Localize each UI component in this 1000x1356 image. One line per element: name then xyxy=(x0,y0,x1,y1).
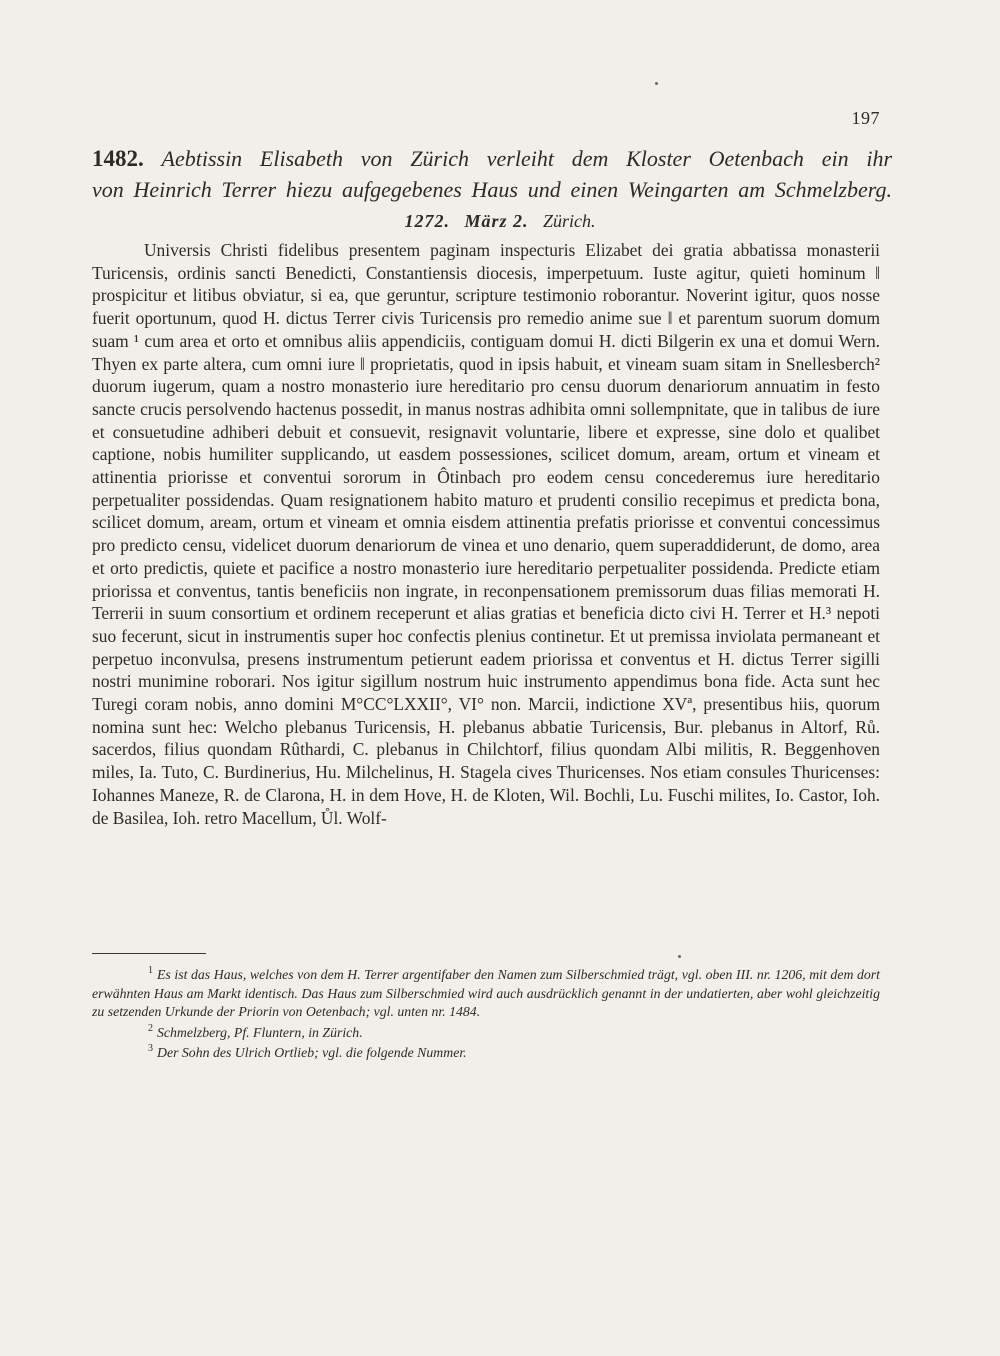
footnote-3 xyxy=(92,1044,880,1063)
charter-paragraph: Universis Christi fidelibus presentem paginam inspecturis Elizabet dei gratia abbatissa monasterii Turicensis, ordinis sancti Benedicti, Constantiensis diocesis, imperpetuum. Iuste agitur, quieti hominum ‖ prospicitur et litibus obviatur, si ea, que geruntur, scripture testimonio roborantur. Noverint igitur, quos nosse fuerit oportunum, quod H. dictus Terrer civis Turicensis pro remedio anime sue ‖ et parentum suorum domum suam ¹ cum area et orto et omnibus aliis appendiciis, contiguam domui H. dicti Bilgerin ex una et domui Wern. Thyen ex parte altera, cum omni iure ‖ proprietatis, quod in ipsis habuit, et vineam suam sitam in Snellesberch² duorum iugerum, quam a nostro monasterio iure hereditario pro censu duorum denariorum annuatim in festo sancte crucis persolvendo hactenus possedit, in manus nostras adhibita omni sollempnitate, que in talibus de iure et consuetudine adhiberi debuit et consuevit, resignavit voluntarie, libere et expresse, sine dolo et qualibet captione, nobis humiliter supplicando, ut easdem possessiones, scilicet domum, aream, ortum et vineam et attinentia priorisse et conventui sororum in Ôtinbach pro eodem censu concederemus iure hereditario perpetualiter possidendas. Quam resignationem habito maturo et prudenti consilio recepimus et predicta bona, scilicet domum, aream, ortum et vineam et omnia eisdem attinentia prefatis priorisse et conventui concessimus pro predicto censu, videlicet duorum denariorum de vinea et uno denario, quem superaddiderunt, de domo, area et orto predictis, quiete et pacifice a nostro monasterio iure hereditario perpetualiter possidenda. Predicte etiam priorissa et conventus, tantis beneficiis non ingrate, in reconpensationem premissorum duas filias memorati H. Terrerii in suum consortium et ordinem receperunt et alias gratias et beneficia dicto civi H. Terrer et H.³ nepoti suo fecerunt, sicut in instrumentis super hoc confectis plenius continetur. Et ut premissa inviolata permaneant et perpetuo inconvulsa, presens instrumentum petierunt eadem priorissa et conventus et H. dictus Terrer sigilli nostri munimine roborari. Nos igitur sigillum nostrum huic instrumento appendimus bona fide. Acta sunt hec Turegi coram nobis, anno domini M°CC°LXXII°, VI° non. Marcii, indictione XVª, presentibus hiis, quorum nomina sunt hec: Welcho plebanus Turicensis, H. plebanus abbatie Turicensis, Bur. plebanus in Altorf, Rů. sacerdos, filius quondam Rûthardi, C. plebanus in Chilchtorf, filius quondam Albi militis, R. Beggenhoven miles, Ia. Tuto, C. Burdinerius, Hu. Milchelinus, H. Stagela cives Thuricenses. Nos etiam consules Thuricenses: Iohannes Maneze, R. de Clarona, H. in dem Hove, H. de Kloten, Wil. Bochli, Lu. Fuschi milites, Io. Castor, Ioh. de Basilea, Ioh. retro Macellum, Ůl. Wolf- xyxy=(92,240,880,828)
footnote-mark: 3 xyxy=(148,1043,153,1055)
document-summary-line-1: Aebtissin Elisabeth von Zürich verleiht dem Kloster Oetenbach ein ihr xyxy=(161,146,893,171)
paper-speck xyxy=(655,82,658,85)
date-place: Zürich. xyxy=(543,211,596,231)
footnote-text: Der Sohn des Ulrich Ortlieb; vgl. die folgende Nummer. xyxy=(157,1045,467,1060)
page-number: 197 xyxy=(851,108,880,128)
footnote-text: Schmelzberg, Pf. Fluntern, in Zürich. xyxy=(157,1024,363,1040)
document-number: 1482. xyxy=(92,146,144,171)
document-heading xyxy=(92,143,892,205)
date-day: März 2. xyxy=(464,211,529,231)
charter-text xyxy=(92,239,880,829)
footnote-2 xyxy=(92,1024,880,1043)
footnote-text: Es ist das Haus, welches von dem H. Terrer argentifaber den Namen zum Silberschmied trägt, vgl. oben III. nr. 1206, mit dem dort erwähnten Haus am Markt identisch. Das Haus zum Silberschmied wird auch ausdrücklich genannt in der undatierten, aber wohl gleichzeitig zu setzenden Urkunde der Priorin von Oetenbach; vgl. unten nr. 1484. xyxy=(92,967,880,1019)
footnote-mark: 2 xyxy=(148,1022,153,1034)
date-year: 1272. xyxy=(404,211,450,231)
footnotes xyxy=(92,966,880,1065)
footnote-1 xyxy=(92,966,880,1022)
footnote-divider xyxy=(92,953,206,954)
paper-speck xyxy=(678,955,681,958)
document-date xyxy=(0,211,1000,232)
document-summary-line-2: von Heinrich Terrer hiezu aufgegebenes Haus und einen Weingarten am Schmelzberg. xyxy=(92,177,892,202)
footnote-mark: 1 xyxy=(148,965,153,977)
